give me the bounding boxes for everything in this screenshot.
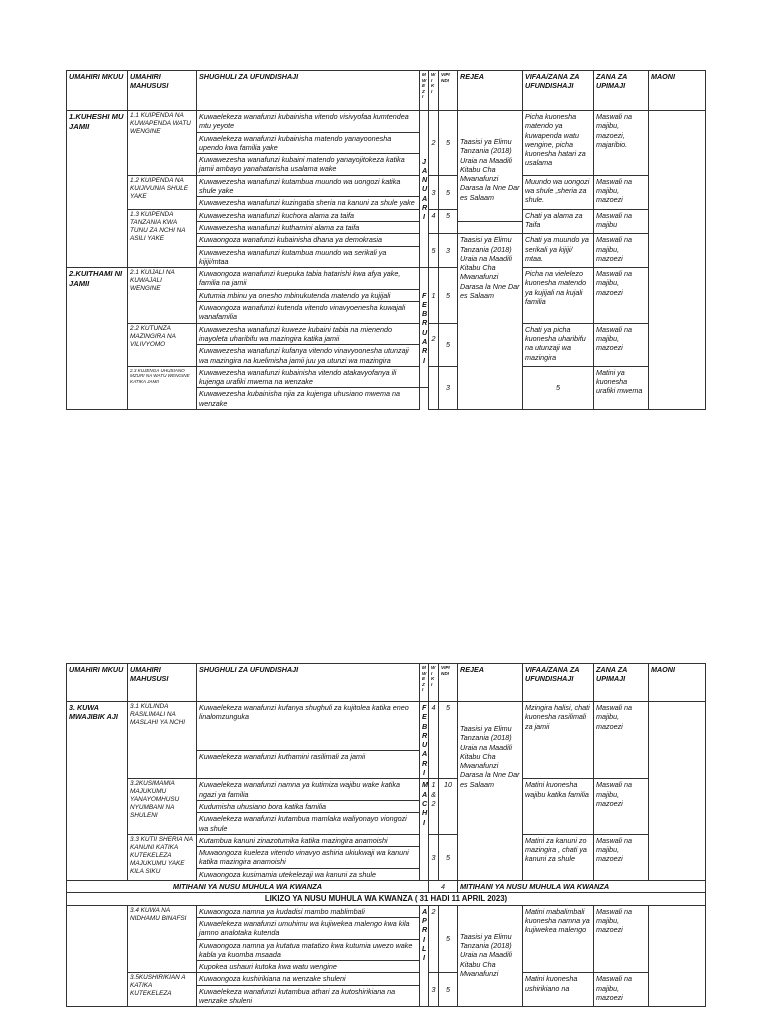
materials-cell: Chati ya picha kuonesha uharibifu na utunzaji wa mazingira <box>523 323 594 366</box>
materials-cell: Chati ya alama za Taifa <box>523 209 594 234</box>
week-cell: 4 <box>429 209 439 234</box>
scheme-table-2 <box>66 663 706 1007</box>
col-zana-upimaji: ZANA ZA UPIMAJI <box>594 71 649 111</box>
periods-cell: 10 <box>439 779 458 834</box>
umahiri-mahususi-cell: 2.1 KUIJALI NA KUWAJALI WENGINE <box>128 268 197 323</box>
col-vifaa: VIFAA/ZANA ZA UFUNDISHAJI <box>523 71 594 111</box>
umahiri-mkuu-cell: 1.KUHESHI MU JAMII <box>67 111 128 268</box>
reference-cell: Taasisi ya Elimu Tanzania (2018) Uraia na Maadili Kitabu Cha Mwanafunzi <box>458 905 523 1007</box>
activity-cell: Kuwaelekeza wanafunzi kutambua mamlaka waliyonayo viongozi wa shule <box>197 813 420 835</box>
activity-cell: Kuwawezesha wanafunzi kutambua muundo wa uongozi katika shule yake <box>197 175 420 197</box>
col-umahiri-mkuu: UMAHIRI MKUU <box>67 664 128 702</box>
reference-cell: Taasisi ya Elimu Tanzania (2018) Uraia na Maadili Kitabu Cha Mwanafunzi Darasa la Nne Dar es Salaam <box>458 234 523 410</box>
reference-cell: Taasisi ya Elimu Tanzania (2018) Uraia na Maadili Kitabu Cha Mwanafunzi Darasa la Nne Dar es Salaam <box>458 111 523 222</box>
umahiri-mahususi-cell: 3.3 KUTII SHERIA NA KANUNI KATIKA KUTEKELEZA MAJUKUMU YAKE KILA SIKU <box>128 834 197 880</box>
exam-week: 4 <box>429 881 458 893</box>
activity-cell: Kuwaongoza wanafunzi kuepuka tabia hatarishi kwa afya yake, familia na jamii <box>197 268 420 290</box>
activity-cell: Kuwawezesha wanafunzi kuweze kubaini tabia na mienendo inayoleta uharibifu wa mazingira katika jamii <box>197 323 420 345</box>
table-row <box>67 209 706 221</box>
activity-cell: Kuwaongoza namna ya kutatua matatizo kwa kutumia uwezo wake kabla ya kuomba msaada <box>197 939 420 961</box>
umahiri-mahususi-cell: 3.4 KUWA NA NIDHAMU BINAFSI <box>128 905 197 973</box>
umahiri-mkuu-cell: 3. KUWA MWAJIBIK AJI <box>67 702 128 881</box>
holiday-label: LIKIZO YA NUSU MUHULA WA KWANZA ( 31 HADI 11 APRIL 2023) <box>67 893 706 905</box>
assessment-cell: Maswali na majibu, mazoezi <box>594 834 649 880</box>
periods-cell: 5 <box>439 905 458 973</box>
week-cell: 2 <box>429 905 439 973</box>
materials-cell: Mzingira halisi, chati kuonesha rasilimali za jamii <box>523 702 594 779</box>
table-header-row <box>67 71 706 111</box>
activity-cell: Kuwaelekeza wanafunzi namna ya kutimiza wajibu wake katika ngazi ya familia <box>197 779 420 801</box>
activity-cell: Kuwaelekeza wanafunzi kufanya shughuli za kujitolea katika eneo linalomzunguka <box>197 702 420 751</box>
col-wiki: WIKI <box>429 71 439 111</box>
col-vipindi: VIPI NDI <box>439 664 458 702</box>
table-row <box>67 779 706 801</box>
activity-cell: Kuwaongoza wanafunzi kubainisha dhana ya demokrasia <box>197 234 420 246</box>
periods-cell: 5 <box>439 268 458 323</box>
umahiri-mkuu-cell-blank <box>67 905 128 1007</box>
table-row <box>67 111 706 133</box>
activity-cell: Kuwaongoza wanafunzi kutenda vitendo vinavyoenesha kuwajali wanafamilia <box>197 302 420 324</box>
activity-cell: Kuwaongoza kushirikiana na wenzake shuleni <box>197 973 420 985</box>
week-cell: 1 <box>429 268 439 323</box>
umahiri-mahususi-cell: 2.2 KUTUNZA MAZINGIRA NA VILIVYOMO <box>128 323 197 366</box>
month-cell: FEBRUARI <box>420 702 429 779</box>
assessment-cell: Maswali na majibu, mazoezi <box>594 234 649 268</box>
periods-cell: 5 <box>439 323 458 366</box>
umahiri-mahususi-cell: 1.3 KUIPENDA TANZANIA KWA TUNU ZA NCHI NA ASILI YAKE <box>128 209 197 267</box>
activity-cell: Kuwawezesha wanafunzi kuthamini alama za taifa <box>197 221 420 233</box>
umahiri-mahususi-cell: 1.1 KUIPENDA NA KUWAPENDA WATU WENGINE <box>128 111 197 176</box>
col-umahiri-mkuu: UMAHIRI MKUU <box>67 71 128 111</box>
periods-cell: 5 <box>439 111 458 176</box>
activity-cell: Kuwaelekeza wanafunzi kubainisha matendo yanayoonesha upendo kwa familia yake <box>197 132 420 154</box>
materials-cell: Chati ya muundo ya serikali ya kijiji/ mtaa. <box>523 234 594 268</box>
exam-row <box>67 881 706 893</box>
activity-cell: Kuwawezesha wanafunzi kuchora alama za taifa <box>197 209 420 221</box>
periods-cell: 5 <box>439 209 458 234</box>
assessment-cell: Maswali na majibu, mazoezi <box>594 973 649 1007</box>
activity-cell: Kuwawezesha wanafunzi kuzingatia sheria na kanuni za shule yake <box>197 197 420 209</box>
activity-cell: Kuwaelekeza wanafunzi kutambua athari za kutoshirikiana na wenzake shuleni <box>197 985 420 1007</box>
periods-cell: 5 <box>439 702 458 779</box>
assessment-cell: Maswali na majibu, mazoezi <box>594 323 649 366</box>
assessment-cell: Maswali na majibu, mazoezi <box>594 779 649 834</box>
materials-cell: Picha na vielelezo kuonesha matendo ya kujijali na kujali familia <box>523 268 594 323</box>
week-cell: 4 <box>429 702 439 779</box>
activity-cell: Kutumia mbinu ya onesho mbinukutenda matendo ya kujijali <box>197 289 420 301</box>
periods-cell: 5 <box>439 834 458 880</box>
col-rejea: REJEA <box>458 664 523 702</box>
periods-cell: 3 <box>439 234 458 268</box>
remarks-cell <box>649 905 706 1007</box>
month-cell: FEBRUARI <box>420 268 429 388</box>
assessment-cell: Maswali na majibu, mazoezi, majaribio. <box>594 111 649 176</box>
remarks-cell <box>649 111 706 410</box>
table-header-row <box>67 664 706 702</box>
month-cell-blank <box>429 366 439 409</box>
col-umahiri-mahususi: UMAHIRI MAHUSUSI <box>128 71 197 111</box>
materials-cell: Matini za kanuni zo mazingira , chati ya kanuni za shule <box>523 834 594 880</box>
activity-cell: Kuwaongoza kusimamia utekelezaji wa kanuni za shule <box>197 868 420 880</box>
activity-cell: Kuwawezesha kubainisha njia za kujenga uhusiano mwema na wenzake <box>197 388 420 410</box>
col-shughuli: SHUGHULI ZA UFUNDISHAJI <box>197 71 420 111</box>
assessment-cell: Maswali na majibu, mazoezi <box>594 175 649 209</box>
materials-cell: Picha kuonesha matendo ya kuwapenda watu wengine, picha kuonesha hatari za usalama <box>523 111 594 176</box>
col-mwezi: MWEZI <box>420 664 429 702</box>
col-zana-upimaji: ZANA ZA UPIMAJI <box>594 664 649 702</box>
week-cell: 3 <box>429 834 439 880</box>
materials-cell: Matini kuonesha ushirikiano na <box>523 973 594 1007</box>
table-row <box>67 366 706 388</box>
col-shughuli: SHUGHULI ZA UFUNDISHAJI <box>197 664 420 702</box>
activity-cell: Kupokea ushauri kutoka kwa watu wengine <box>197 961 420 973</box>
remarks-cell <box>649 702 706 881</box>
assessment-cell: Maswali na majibu, mazoezi <box>594 905 649 973</box>
assessment-cell: Maswali na majibu <box>594 209 649 234</box>
activity-cell: Kuwawezesha wanafunzi kubaini matendo yanayojitokeza katika jamii ambayo yanahatarisha usalama wake <box>197 154 420 176</box>
table-row <box>67 323 706 345</box>
periods-cell: 5 <box>439 973 458 1007</box>
activity-cell: Kuwawezesha wanafunzi kutambua muundo wa serikali ya kijiji/mtaa <box>197 246 420 268</box>
umahiri-mahususi-cell: 1.2 KUIPENDA NA KUIJIVUNIA SHULE YAKE <box>128 175 197 209</box>
exam-label: MITIHANI YA NUSU MUHULA WA KWANZA <box>67 881 429 893</box>
week-cell: 2 <box>429 111 439 176</box>
scheme-table-1 <box>66 70 706 410</box>
holiday-row <box>67 893 706 905</box>
col-umahiri-mahususi: UMAHIRI MAHUSUSI <box>128 664 197 702</box>
umahiri-mahususi-cell: 2.3 KUJENGA UHUSIANO MZURI NA WATU WENGINE KATIKA JAMII <box>128 366 197 409</box>
month-cell: MACHI <box>420 779 429 881</box>
table-row <box>67 834 706 846</box>
assessment-cell: Maswali na majibu, mazoezi <box>594 702 649 779</box>
week-cell: 3 <box>439 366 458 409</box>
col-maoni: MAONI <box>649 664 706 702</box>
week-cell: 1 & 2 <box>429 779 439 834</box>
week-cell: 5 <box>429 234 439 268</box>
table-row <box>67 905 706 917</box>
umahiri-mahususi-cell: 3.2KUSIMAMIA MAJUKUMU YANAYOMHUSU NYUMBANI NA SHULENI <box>128 779 197 834</box>
activity-cell: Kuwaelekeza wanafunzi umuhimu wa kujiwekea malengo kwa kila jamno analotaka kutenda <box>197 917 420 939</box>
table-row <box>67 175 706 197</box>
activity-cell: Kuwaelekeza wanafunzi kubainisha vitendo visivyofaa kumtendea mtu yeyote <box>197 111 420 133</box>
activity-cell: Kuwawezesha wanafunzi kubainisha vitendo atakavyofanya ili kujenga urafiki mwema na wenzake <box>197 366 420 388</box>
col-vifaa: VIFAA/ZANA ZA UFUNDISHAJI <box>523 664 594 702</box>
activity-cell: Muwaongoza kueleza vitendo vinavyo ashiria ukiukwaji wa kanuni katika mazingira anamoishi <box>197 847 420 869</box>
week-cell: 3 <box>429 973 439 1007</box>
umahiri-mahususi-cell: 3.5KUSHIRIKIAN A KATIKA KUTEKELEZA <box>128 973 197 1007</box>
reference-cell: Taasisi ya Elimu Tanzania (2018) Uraia na Maadili Kitabu Cha Mwanafunzi Darasa la Nne Dar es Salaam <box>458 702 523 881</box>
week-cell: 2 <box>429 323 439 366</box>
month-cell: APRILI <box>420 905 429 1007</box>
materials-cell: Matini mabalimbali kuonesha namna ya kujiwekea malengo <box>523 905 594 973</box>
umahiri-mkuu-cell: 2.KUITHAMI NI JAMII <box>67 268 128 410</box>
exam-label-right: MITIHANI YA NUSU MUHULA WA KWANZA <box>458 881 706 893</box>
materials-cell: Matini kuonesha wajibu katika familia <box>523 779 594 834</box>
activity-cell: Kuwawezesha wanafunzi kufanya vitendo vinavyoonesha utunzaji wa mazingira na kuelimisha jamii juu ya utunzi wa mazingira <box>197 345 420 367</box>
materials-cell: Matini ya kuonesha urafiki mwema <box>594 366 649 409</box>
col-vipindi: VIPI NDI <box>439 71 458 111</box>
periods-cell: 5 <box>523 366 594 409</box>
activity-cell: Kudumisha uhusiano bora katika familia <box>197 800 420 812</box>
umahiri-mahususi-cell: 3.1 KULINDA RASILIMALI NA MASLAHI YA NCHI <box>128 702 197 779</box>
col-mwezi: MWEZI <box>420 71 429 111</box>
table-row <box>67 702 706 751</box>
assessment-cell: Maswali na majibu, mazoezi <box>594 268 649 323</box>
month-cell: JANUARI <box>420 111 429 268</box>
materials-cell: Muundo wa uongozi wa shule ,sheria za shule. <box>523 175 594 209</box>
col-wiki: WIKI <box>429 664 439 702</box>
table-row <box>67 973 706 985</box>
week-cell: 3 <box>429 175 439 209</box>
table-row <box>67 268 706 290</box>
periods-cell: 5 <box>439 175 458 209</box>
activity-cell: Kutambua kanuni zinazotumika katika mazingira anamoishi <box>197 834 420 846</box>
col-rejea: REJEA <box>458 71 523 111</box>
col-maoni: MAONI <box>649 71 706 111</box>
activity-cell: Kuwaelekeza wanafunzi kuthamini rasilimali za jamii <box>197 751 420 779</box>
activity-cell: Kuwaongoza namna ya kudadisi mambo mablimbali <box>197 905 420 917</box>
